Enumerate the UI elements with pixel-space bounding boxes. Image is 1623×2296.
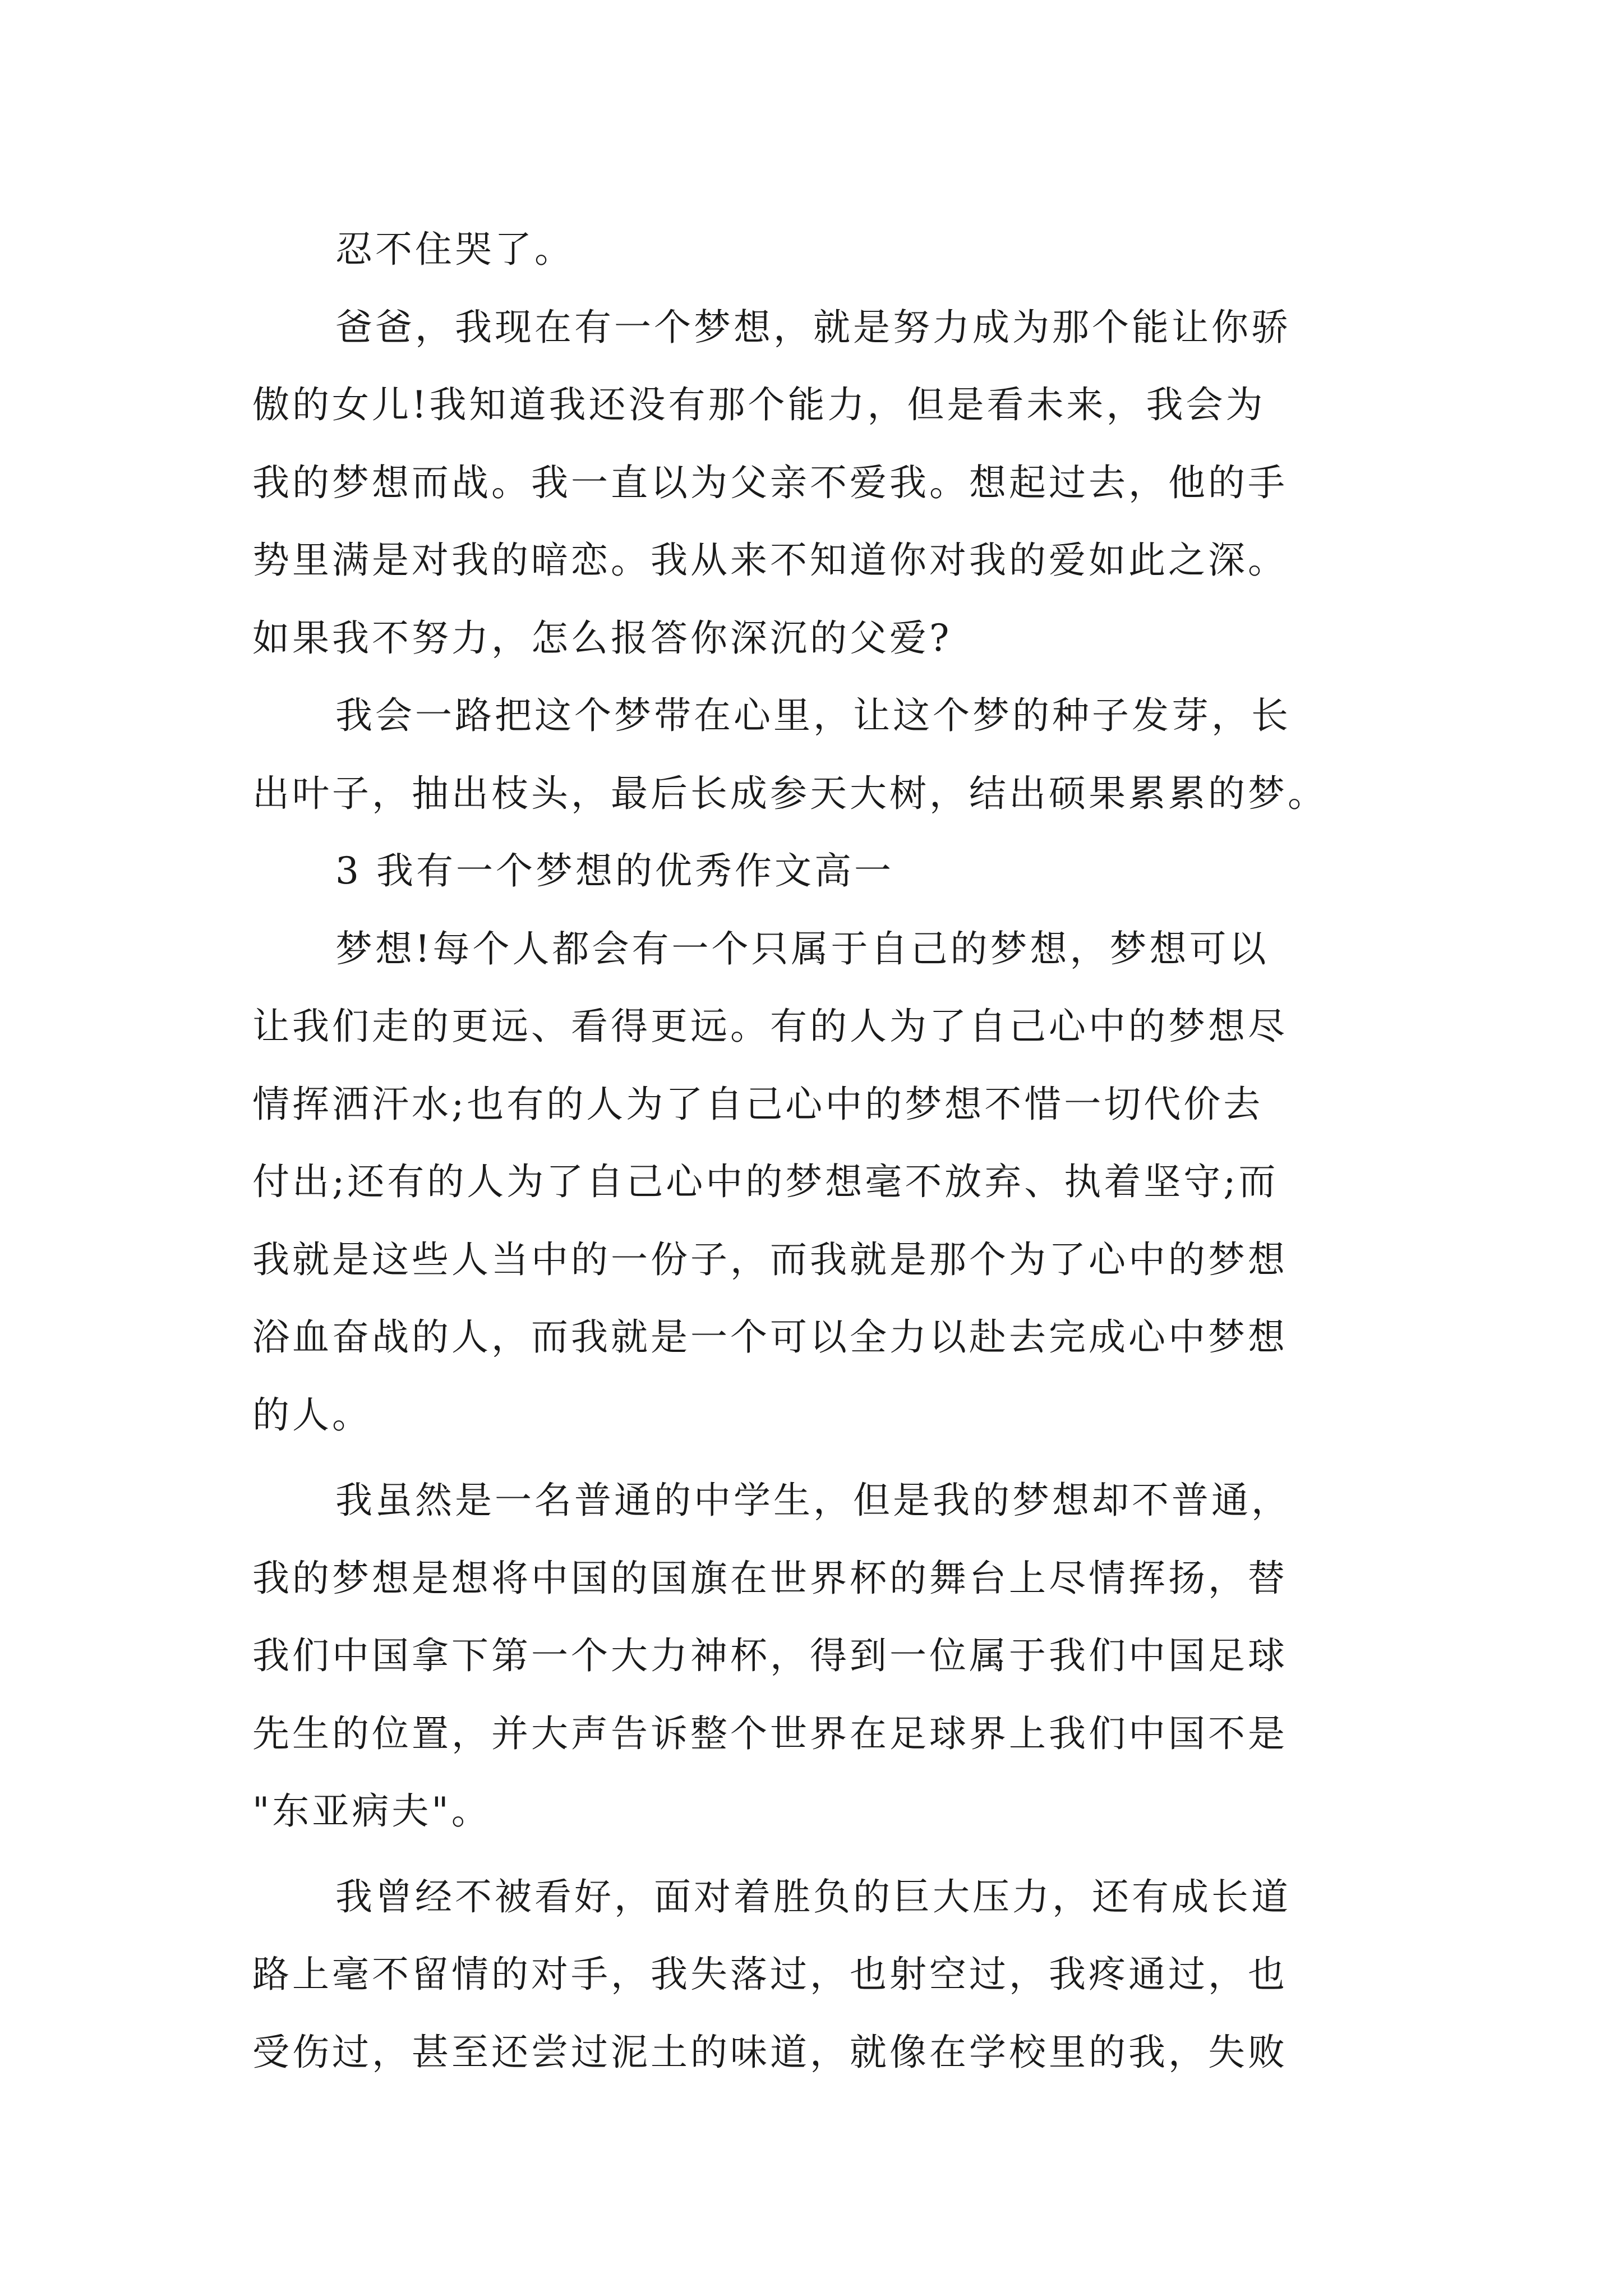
text-line: 如果我不努力，怎么报答你深沉的父爱? bbox=[252, 616, 952, 660]
text-line: 我虽然是一名普通的中学生，但是我的梦想却不普通， bbox=[335, 1479, 1291, 1522]
text-line: 情挥洒汗水;也有的人为了自己心中的梦想不惜一切代价去 bbox=[252, 1082, 1264, 1126]
text-line: 我会一路把这个梦带在心里，让这个梦的种子发芽，长 bbox=[335, 694, 1291, 737]
section-heading: 3 我有一个梦想的优秀作文高一 bbox=[335, 849, 894, 892]
text-line: 忍不住哭了。 bbox=[335, 228, 574, 271]
text-line: 梦想!每个人都会有一个只属于自己的梦想，梦想可以 bbox=[335, 927, 1269, 970]
text-line: 我们中国拿下第一个大力神杯，得到一位属于我们中国足球 bbox=[252, 1634, 1288, 1677]
text-line: 出叶子，抽出枝头，最后长成参天大树，结出硕果累累的梦。 bbox=[252, 771, 1327, 815]
text-line: 路上毫不留情的对手，我失落过，也射空过，我疼通过，也 bbox=[252, 1953, 1288, 1996]
text-line: 傲的女儿!我知道我还没有那个能力，但是看未来，我会为 bbox=[252, 383, 1266, 426]
text-line: 我就是这些人当中的一份子，而我就是那个为了心中的梦想 bbox=[252, 1237, 1288, 1281]
body-text bbox=[252, 211, 1374, 2091]
text-line: 爸爸，我现在有一个梦想，就是努力成为那个能让你骄 bbox=[335, 305, 1291, 349]
text-line: 势里满是对我的暗恋。我从来不知道你对我的爱如此之深。 bbox=[252, 539, 1288, 582]
text-line: 我的梦想是想将中国的国旗在世界杯的舞台上尽情挥扬，替 bbox=[252, 1556, 1288, 1600]
text-line: 付出;还有的人为了自己心中的梦想毫不放弃、执着坚守;而 bbox=[252, 1160, 1279, 1203]
text-line: 先生的位置，并大声告诉整个世界在足球界上我们中国不是 bbox=[252, 1711, 1288, 1755]
text-line: 受伤过，甚至还尝过泥土的味道，就像在学校里的我，失败 bbox=[252, 2030, 1288, 2074]
text-line: 让我们走的更远、看得更远。有的人为了自己心中的梦想尽 bbox=[252, 1005, 1288, 1048]
text-line: 浴血奋战的人，而我就是一个可以全力以赴去完成心中梦想 bbox=[252, 1315, 1288, 1359]
text-line: 我曾经不被看好，面对着胜负的巨大压力，还有成长道 bbox=[335, 1875, 1291, 1918]
text-line: 我的梦想而战。我一直以为父亲不爱我。想起过去，他的手 bbox=[252, 461, 1288, 504]
text-line: "东亚病夫"。 bbox=[252, 1789, 491, 1833]
text-line: 的人。 bbox=[252, 1393, 372, 1437]
